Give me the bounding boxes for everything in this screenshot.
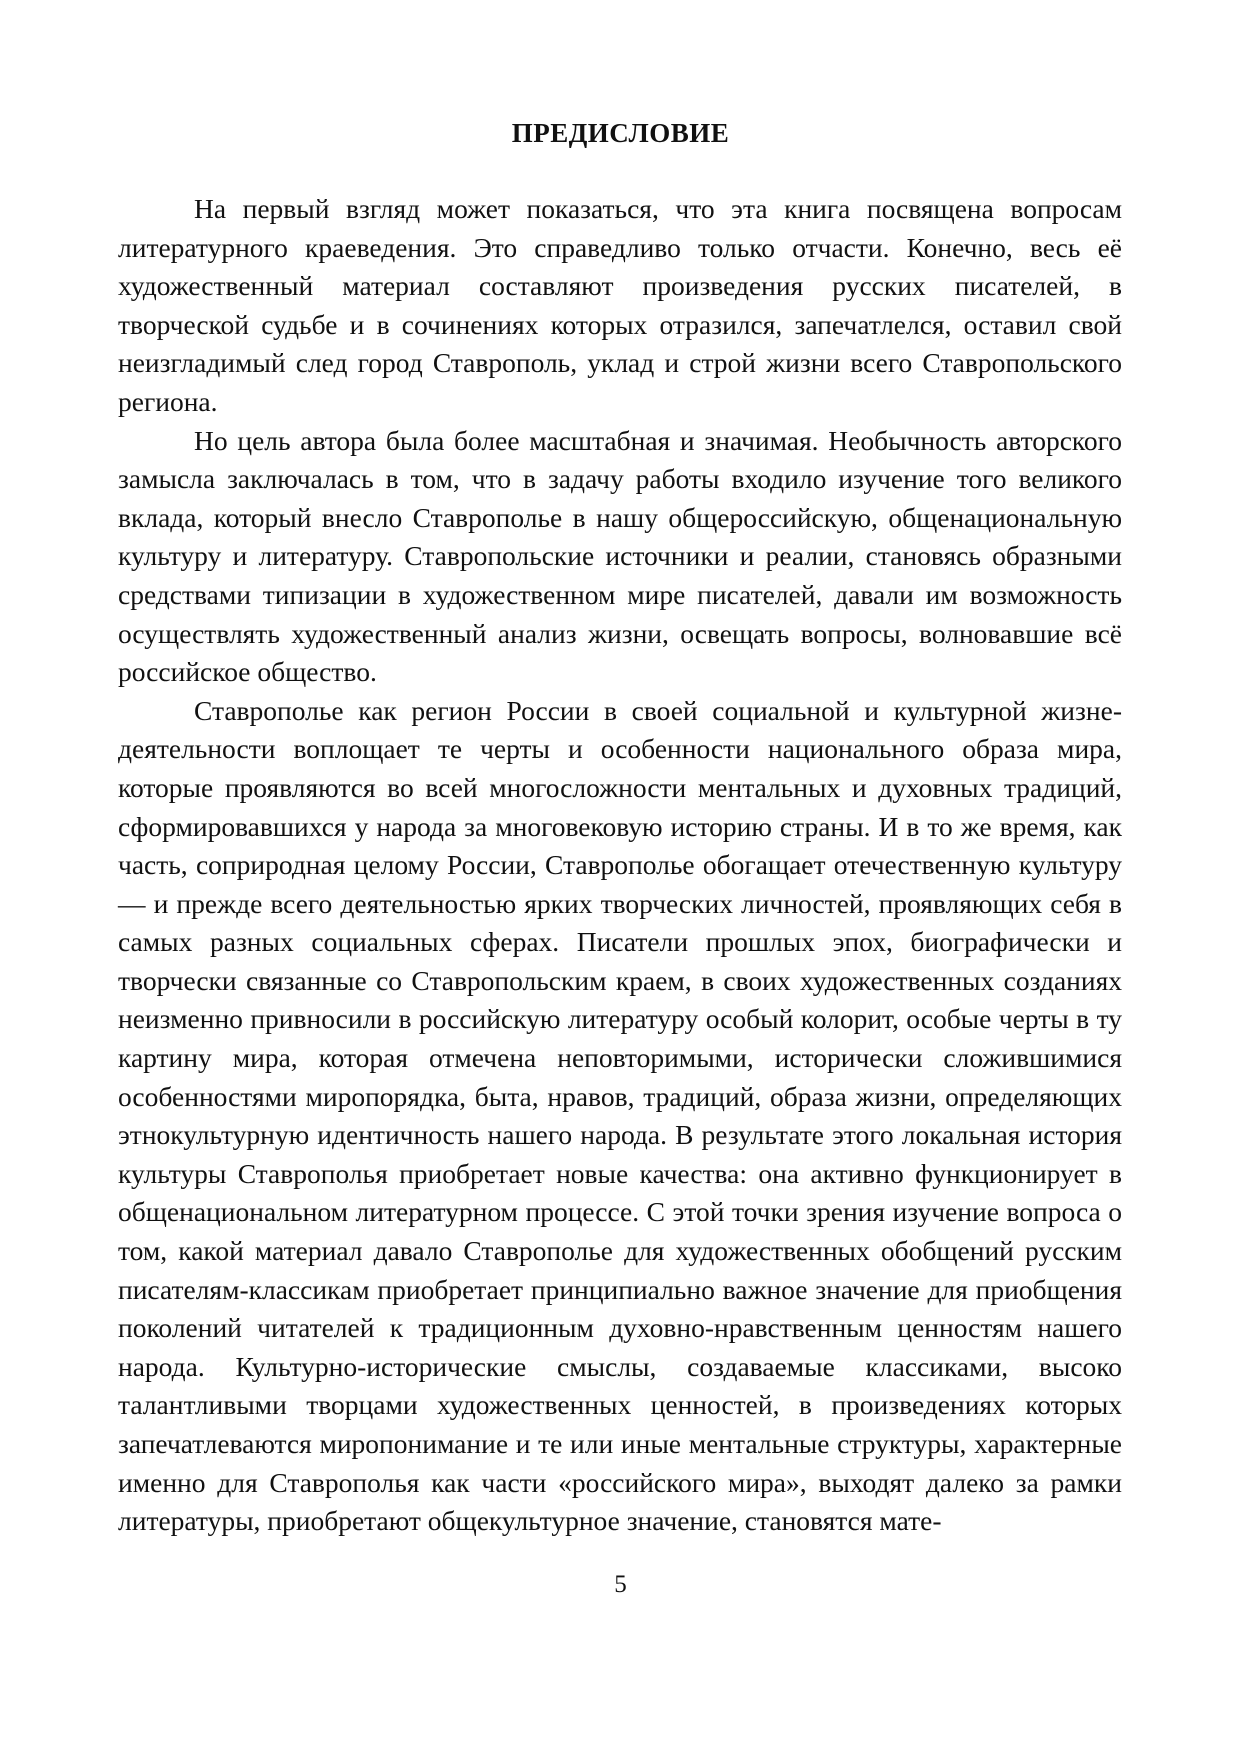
- page-title: ПРЕДИСЛОВИЕ: [511, 118, 730, 148]
- body-text: [118, 190, 1122, 1541]
- paragraph-3: Ставрополье как регион России в своей социальной и культурной жизнедеятельности воплощает те черты и особенности национального образа мира, которые проявляются во всей многосложности ментальных и духовных традиций, сформировавшихся у народа за многовековую историю страны. И в то же время, как часть, соприродная целому России, Ставрополье обогащает отечественную культуру — и прежде всего деятельностью ярких творческих личностей, проявляющих себя в самых разных социальных сферах. Писатели прошлых эпох, биографически и творчески связанные со Ставропольским краем, в своих художественных созданиях неизменно привносили в российскую литературу особый колорит, особые черты в ту картину мира, которая отмечена неповторимыми, исторически сложившимися особенностями миропорядка, быта, нравов, традиций, образа жизни, определяющих этнокультурную идентичность нашего народа. В результате этого локальная история культуры Ставрополья приобретает новые качества: она активно функционирует в общенациональном литературном процессе. С этой точки зрения изучение вопроса о том, какой материал давало Ставрополье для художественных обобщений русским писателям-классикам приобретает принципиально важное значение для приобщения поколений читателей к традиционным духовно-нравственным ценностям нашего народа. Культурно-исторические смыслы, создаваемые классиками, высоко талантливыми творцами художественных ценностей, в произведениях которых запечатлеваются миропонимание и те или иные ментальные структуры, характерные именно для Ставрополья как части «российского мира», выходят далеко за рамки литературы, приобретают общекультурное значение, становятся мате-: [118, 694, 1122, 1537]
- page-number: 5: [614, 1571, 627, 1598]
- paragraph-1: На первый взгляд может показаться, что эта книга посвящена вопросам литературного краеведения. Это справедливо только отчасти. Конечно, весь её художественный материал составляют произведения русских писателей, в творческой судьбе и в сочинениях которых отразился, запечатлелся, оставил свой неизгладимый след город Ставрополь, уклад и строй жизни всего Ставропольского региона.: [118, 193, 1122, 417]
- paragraph-2: Но цель автора была более масштабная и значимая. Необычность авторского замысла заключалась в том, что в задачу работы входило изучение того великого вклада, который внесло Ставрополье в нашу общероссийскую, общенациональную культуру и литературу. Ставропольские источники и реалии, становясь образными средствами типизации в художественном мире писателей, давали им возможность осуществлять художественный анализ жизни, освещать вопросы, волновавшие всё российское общество.: [118, 424, 1122, 688]
